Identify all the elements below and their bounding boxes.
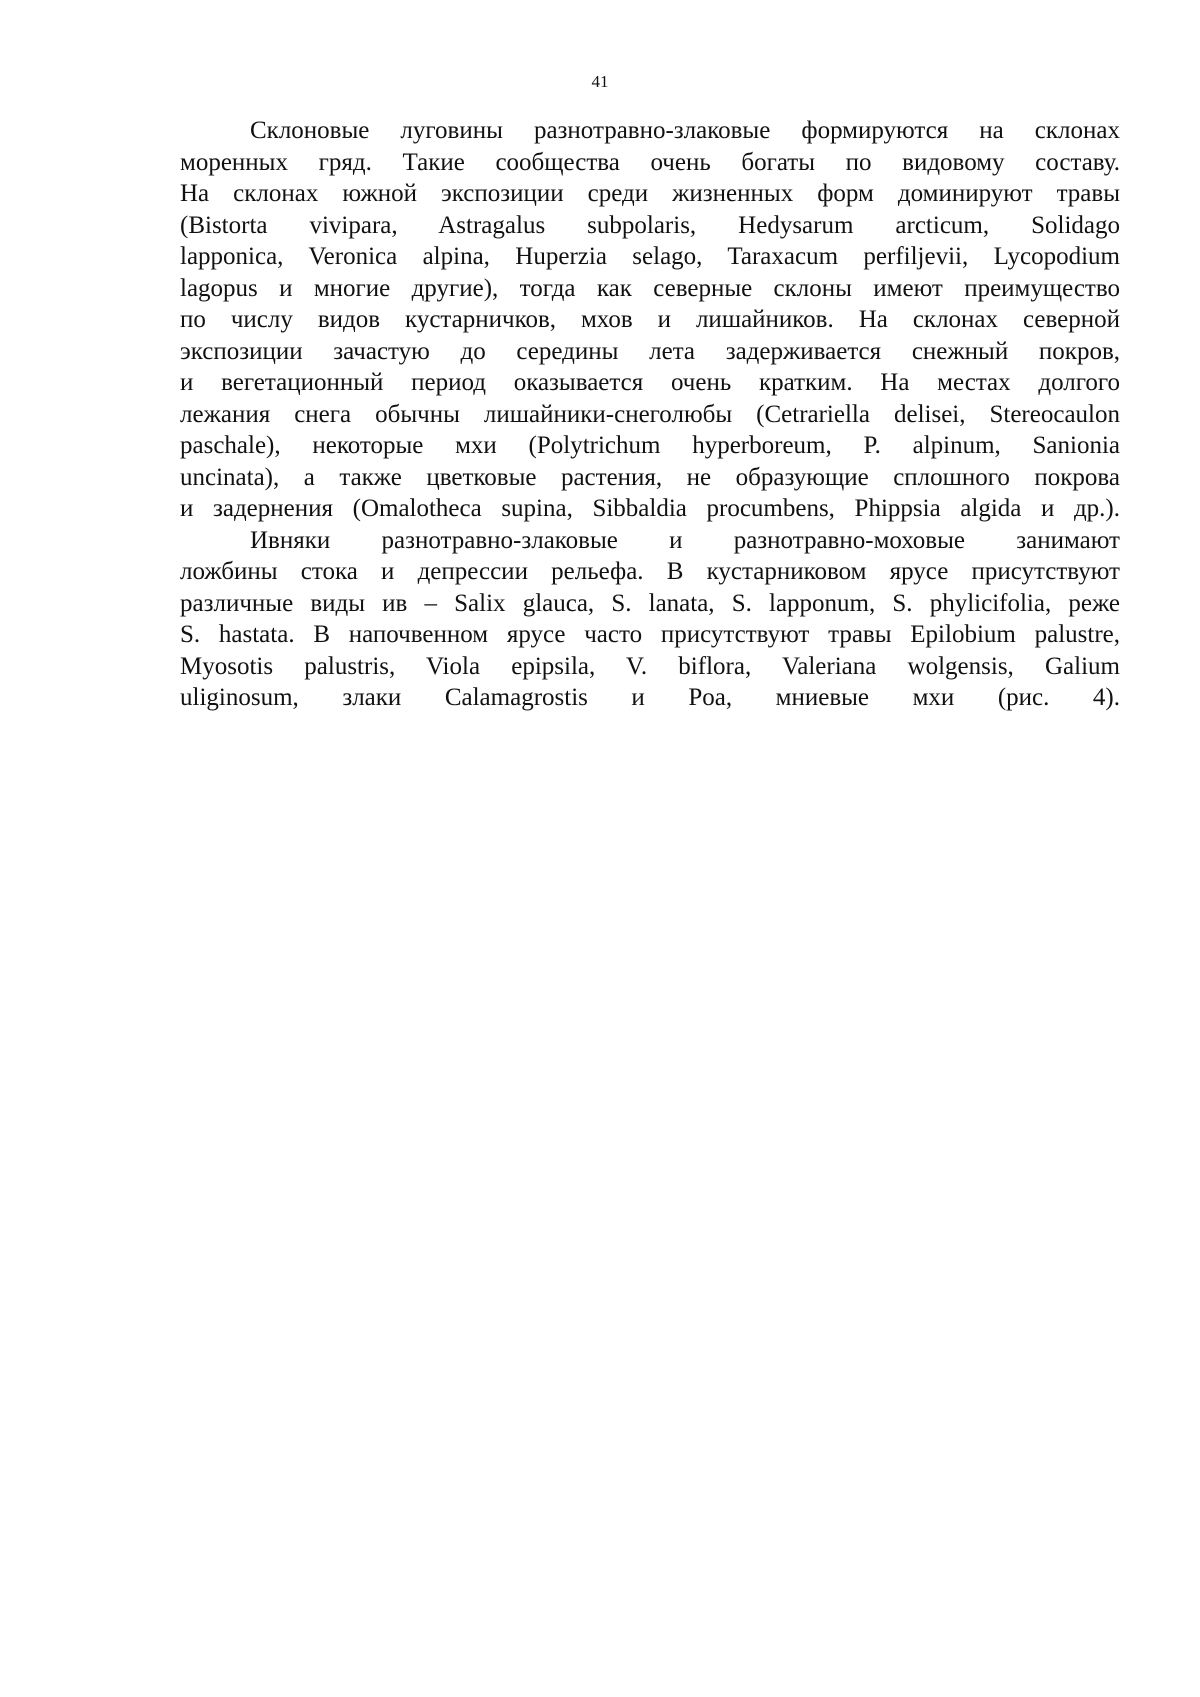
text-line: и задернения (Omalotheca supina, Sibbaldia procumbens, Phippsia algida и др.).: [180, 495, 1120, 522]
text-line: На склонах южной экспозиции среди жизненных форм доминируют травы: [180, 180, 1120, 207]
text-line: ложбины стока и депрессии рельефа. В кустарниковом ярусе присутствуют: [180, 558, 1120, 585]
page-number: 41: [591, 72, 609, 91]
text-line: S. hastata. В напочвенном ярусе часто присутствуют травы Epilobium palustre,: [180, 621, 1120, 648]
text-line: uliginosum, злаки Calamagrostis и Poa, мниевые мхи (рис. 4).: [180, 684, 1120, 711]
text-line: Склоновые луговины разнотравно-злаковые формируются на склонах: [250, 117, 1120, 144]
body-text: [180, 115, 1120, 714]
text-line: lapponica, Veronica alpina, Huperzia selago, Taraxacum perfiljevii, Lycopodium: [180, 243, 1120, 270]
text-line: Ивняки разнотравно-злаковые и разнотравно-моховые занимают: [250, 526, 1120, 554]
text-line: моренных гряд. Такие сообщества очень богаты по видовому составу.: [180, 148, 1120, 176]
text-line: uncinata), а также цветковые растения, не образующие сплошного покрова: [180, 463, 1120, 491]
text-line: Myosotis palustris, Viola epipsila, V. biflora, Valeriana wolgensis, Galium: [180, 652, 1120, 680]
paragraph-meadows: [180, 115, 1120, 525]
text-line: paschale), некоторые мхи (Polytrichum hyperboreum, P. alpinum, Sanionia: [180, 432, 1120, 459]
text-line: и вегетационный период оказывается очень кратким. На местах долгого: [180, 369, 1120, 396]
text-line: экспозиции зачастую до середины лета задерживается снежный покров,: [180, 337, 1120, 365]
text-line: по числу видов кустарничков, мхов и лишайников. На склонах северной: [180, 306, 1120, 333]
text-line: лежания снега обычны лишайники-снеголюбы (Cetrariella delisei, Stereocaulon: [180, 400, 1120, 428]
text-line: lagopus и многие другие), тогда как северные склоны имеют преимущество: [180, 274, 1120, 302]
paragraph-willows: [180, 525, 1120, 714]
text-line: (Bistorta vivipara, Astragalus subpolaris, Hedysarum arcticum, Solidago: [180, 211, 1120, 239]
text-line: различные виды ив – Salix glauca, S. lanata, S. lapponum, S. phylicifolia, реже: [180, 589, 1120, 617]
